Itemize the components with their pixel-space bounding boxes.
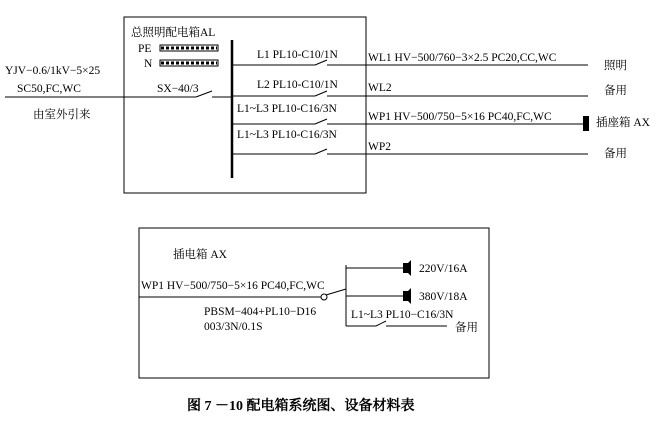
panel-al-title: 总照明配电箱AL (131, 27, 216, 39)
n-label: N (144, 58, 153, 70)
circuit-4-line-label: WP2 (368, 141, 391, 153)
circuit-3-load-label: 插座箱 AX (596, 117, 650, 129)
outlet-2-socket-icon (403, 288, 411, 304)
panel-ax-title: 插电箱 AX (173, 249, 227, 261)
circuit-3-breaker-label: L1~L3 PL10-C16/3N (237, 103, 337, 115)
circuit-2-breaker-label: L2 PL10-C10/1N (257, 79, 338, 91)
circuit-4-breaker-symbol (315, 149, 327, 154)
circuit-1-line-label: WL1 HV−500/760−3×2.5 PC20,CC,WC (368, 52, 557, 64)
outlet-1-socket-icon (403, 260, 411, 276)
circuit-2-breaker-symbol (315, 91, 327, 96)
pe-label: PE (138, 43, 152, 55)
incoming-cable-label: YJV−0.6/1kV−5×25 (5, 65, 101, 77)
incoming-source-label: 由室外引来 (33, 109, 91, 121)
ax-spare-breaker-label: L1~L3 PL10−C16/3N (351, 309, 454, 321)
circuit-3-breaker-symbol (315, 119, 327, 124)
n-terminal-bar (160, 60, 218, 66)
ax-main-switch-label-1: PBSM−404+PL10−D16 (204, 306, 317, 318)
outlet-2-rating-label: 380V/18A (419, 291, 468, 303)
ax-main-switch-label-2: 003/3N/0.1S (204, 321, 263, 333)
main-switch-symbol (196, 91, 232, 97)
circuit-4-load-label: 备用 (604, 148, 627, 160)
circuit-2-line-label: WL2 (368, 82, 392, 94)
circuit-1-breaker-label: L1 PL10-C10/1N (257, 49, 338, 61)
socket-box-symbol (583, 116, 589, 131)
ax-spare-load-label: 备用 (455, 322, 478, 334)
circuit-2-load-label: 备用 (604, 85, 627, 97)
outlet-1-rating-label: 220V/16A (419, 263, 468, 275)
circuit-3-line-label: WP1 HV−500/750−5×16 PC40,FC,WC (368, 111, 552, 123)
ax-incoming-line-label: WP1 HV−500/750−5×16 PC40,FC,WC (141, 280, 325, 292)
main-switch-label: SX−40/3 (157, 83, 199, 95)
circuit-1-load-label: 照明 (604, 60, 627, 72)
ax-spare-breaker-symbol (376, 321, 386, 326)
pe-terminal-bar (160, 45, 218, 51)
incoming-conduit-label: SC50,FC,WC (17, 83, 81, 95)
circuit-4-breaker-label: L1~L3 PL10-C16/3N (237, 129, 337, 141)
ax-main-switch-blade (326, 289, 346, 295)
figure-caption: 图 7 －10 配电箱系统图、设备材料表 (187, 399, 415, 414)
